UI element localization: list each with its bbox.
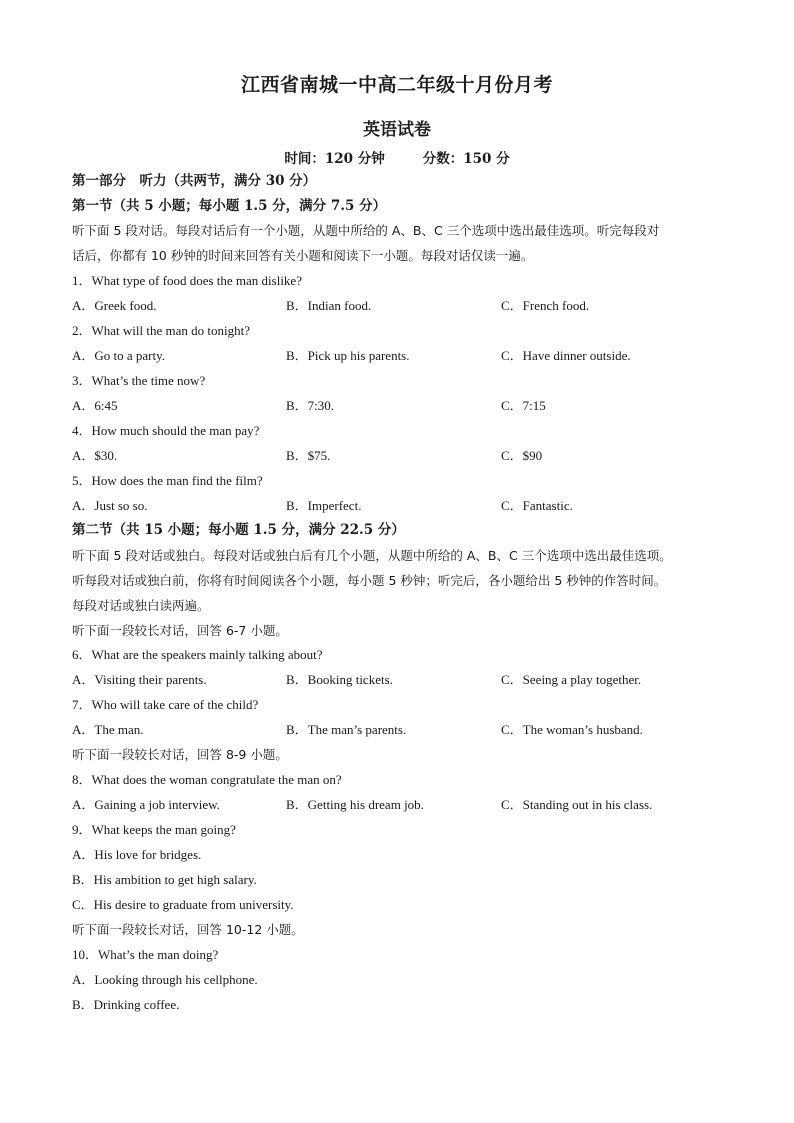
time-limit: 时间：120 分钟 bbox=[284, 151, 385, 167]
question-7-option-c: C．The woman’s husband. bbox=[501, 722, 643, 737]
question-2-stem: 2．What will the man do tonight? bbox=[72, 323, 250, 338]
exam-subtitle: 英语试卷 bbox=[363, 120, 431, 140]
question-2-option-c: C．Have dinner outside. bbox=[501, 348, 631, 363]
question-9-option-c: C．His desire to graduate from university. bbox=[72, 897, 294, 912]
question-7-option-b: B．The man’s parents. bbox=[286, 722, 407, 737]
question-4-stem: 4．How much should the man pay? bbox=[72, 423, 260, 438]
question-3-stem: 3．What’s the time now? bbox=[72, 373, 206, 388]
question-7-stem: 7．Who will take care of the child? bbox=[72, 697, 259, 712]
part1-heading: 第一部分 听力（共两节，满分 30 分） bbox=[72, 173, 317, 189]
question-3-option-c: C．7:15 bbox=[501, 398, 546, 413]
question-2-option-b: B．Pick up his parents. bbox=[286, 348, 410, 363]
question-5-option-b: B．Imperfect. bbox=[286, 498, 362, 513]
question-6-option-c: C．Seeing a play together. bbox=[501, 672, 642, 687]
section2-instruction-line2: 听每段对话或独白前，你将有时间阅读各个小题，每小题 5 秒钟；听完后，各小题给出 5 秒钟的作答时间。 bbox=[72, 573, 667, 588]
question-8-option-a: A．Gaining a job interview. bbox=[72, 797, 220, 812]
question-6-option-a: A．Visiting their parents. bbox=[72, 672, 207, 687]
section1-heading: 第一节（共 5 小题；每小题 1.5 分，满分 7.5 分） bbox=[72, 198, 387, 214]
question-3-option-a: A．6:45 bbox=[72, 398, 118, 413]
question-5-stem: 5．How does the man find the film? bbox=[72, 473, 263, 488]
question-4-option-a: A．$30. bbox=[72, 448, 118, 463]
question-1-stem: 1．What type of food does the man dislike? bbox=[72, 273, 302, 288]
question-6-stem: 6．What are the speakers mainly talking about? bbox=[72, 647, 323, 662]
question-1-option-b: B．Indian food. bbox=[286, 298, 372, 313]
question-8-stem: 8．What does the woman congratulate the man on? bbox=[72, 772, 342, 787]
question-1-option-c: C．French food. bbox=[501, 298, 590, 313]
question-10-stem: 10．What’s the man doing? bbox=[72, 947, 219, 962]
question-2-option-a: A．Go to a party. bbox=[72, 348, 166, 363]
exam-meta bbox=[0, 147, 794, 167]
question-7-option-a: A．The man. bbox=[72, 722, 144, 737]
question-5-option-a: A．Just so so. bbox=[72, 498, 148, 513]
section2-instruction-line1: 听下面 5 段对话或独白。每段对话或独白后有几个小题，从题中所给的 A、B、C 三个选项中选出最佳选项。 bbox=[72, 548, 672, 563]
section1-instruction-line1: 听下面 5 段对话。每段对话后有一个小题，从题中所给的 A、B、C 三个选项中选出最佳选项。听完每段对 bbox=[72, 223, 660, 238]
question-6-option-b: B．Booking tickets. bbox=[286, 672, 393, 687]
question-3-option-b: B．7:30. bbox=[286, 398, 335, 413]
question-10-option-b: B．Drinking coffee. bbox=[72, 997, 180, 1012]
lead-in-6-7: 听下面一段较长对话，回答 6-7 小题。 bbox=[72, 623, 288, 638]
section2-instruction-line3: 每段对话或独白读两遍。 bbox=[72, 598, 210, 613]
section1-instruction-line2: 话后，你都有 10 秒钟的时间来回答有关小题和阅读下一小题。每段对话仅读一遍。 bbox=[72, 248, 534, 263]
exam-title: 江西省南城一中高二年级十月份月考 bbox=[240, 74, 553, 96]
question-8-option-c: C．Standing out in his class. bbox=[501, 797, 653, 812]
question-9-stem: 9．What keeps the man going? bbox=[72, 822, 236, 837]
question-10-option-a: A．Looking through his cellphone. bbox=[72, 972, 258, 987]
lead-in-10-12: 听下面一段较长对话，回答 10-12 小题。 bbox=[72, 922, 304, 937]
question-8-option-b: B．Getting his dream job. bbox=[286, 797, 424, 812]
question-4-option-b: B．$75. bbox=[286, 448, 331, 463]
question-9-option-b: B．His ambition to get high salary. bbox=[72, 872, 257, 887]
question-9-option-a: A．His love for bridges. bbox=[72, 847, 202, 862]
question-1-option-a: A．Greek food. bbox=[72, 298, 157, 313]
section2-heading: 第二节（共 15 小题；每小题 1.5 分，满分 22.5 分） bbox=[72, 522, 405, 538]
total-score: 分数：150 分 bbox=[422, 151, 510, 167]
lead-in-8-9: 听下面一段较长对话，回答 8-9 小题。 bbox=[72, 747, 288, 762]
question-4-option-c: C．$90 bbox=[501, 448, 543, 463]
question-5-option-c: C．Fantastic. bbox=[501, 498, 573, 513]
